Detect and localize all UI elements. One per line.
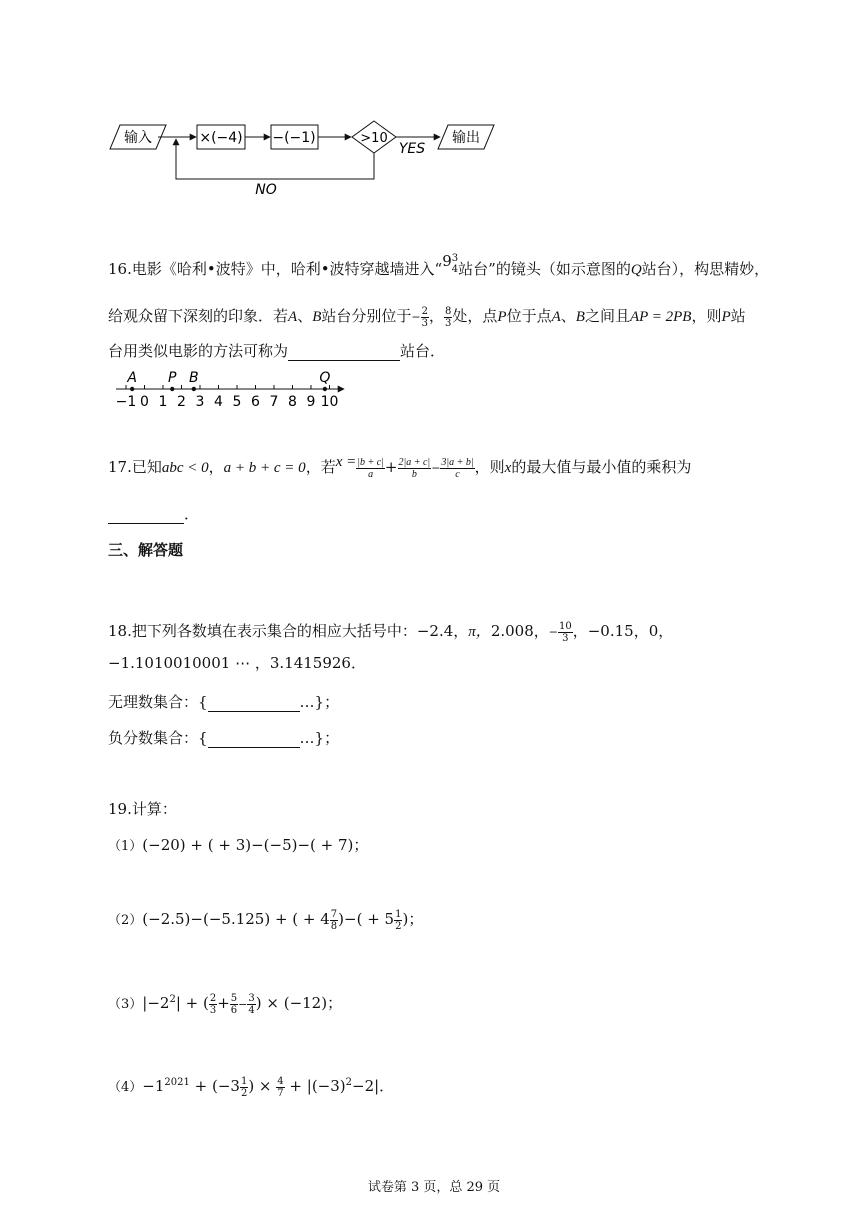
q17-line2: ． <box>108 503 199 524</box>
number-line <box>108 366 358 411</box>
q17-answer-blank[interactable] <box>108 507 184 524</box>
q16-answer-blank[interactable] <box>288 344 400 361</box>
number-line-tick-label: 4 <box>214 394 223 410</box>
number-line-tick-label: 2 <box>177 394 186 410</box>
q17-line1: 17.已知abc < 0，a + b + c = 0，若x = $\frac{|b + c|}{a}$ + $\frac{2|a + c|}{b}$ − $\frac{3|a + b|}{c}$ ，则x的最大值与最小值的乘积为 <box>108 454 692 480</box>
q16-line2: 给观众留下深刻的印象．若A、B站台分别位于− $\frac{2}{3}$ ， $\frac{8}{3}$ 处，点P位于点A、B之间且AP = 2PB，则P站 <box>108 305 746 329</box>
q18-line2: −1.1010010001 ⋯ ，3.1415926． <box>108 654 366 672</box>
number-line-tick-label: 0 <box>140 394 149 410</box>
flow-yes: YES <box>398 141 426 157</box>
number-line-tick-label: 6 <box>251 394 260 410</box>
number-line-tick-label: 7 <box>269 394 279 410</box>
flow-op1: ×(−4) <box>199 130 243 146</box>
flow-no: NO <box>255 182 277 198</box>
negative-fraction-blank[interactable] <box>208 733 300 748</box>
page-footer: 试卷第 3 页，总 29 页 <box>367 1180 501 1195</box>
flow-input: 输入 <box>124 130 152 146</box>
q18-irrational-set: 无理数集合：{ …}； <box>108 693 340 711</box>
number-line-tick-label: 10 <box>320 394 339 410</box>
number-line-point-A <box>130 387 134 391</box>
number-line-point-label: B <box>189 370 199 386</box>
number-line-point-Q <box>323 387 327 391</box>
number-line-point-label: A <box>127 370 137 386</box>
flow-op2: −(−1) <box>272 130 316 146</box>
flow-output: 输出 <box>452 130 480 146</box>
q19-title: 19.计算： <box>108 800 177 818</box>
q19-part4: $(4)-1^{2021} + (-3$ $\frac{1}{2}$ ) × $\frac{4}{7}$ + $|(-3)^2-2|$． <box>108 1075 395 1099</box>
number-line-tick-label: 3 <box>195 394 205 410</box>
number-line-point-B <box>192 387 196 391</box>
q16-line1: 16.电影《哈利•波特》中，哈利•波特穿越墙进入“9 3 4 站台”的镜头（如示意图的Q站台），构思精妙， <box>108 252 770 278</box>
number-line-tick-label: 8 <box>288 394 297 410</box>
q18-negfrac-set: 负分数集合：{ …}； <box>108 729 340 747</box>
q19-part1: （1）(−20) + ( + 3)−(−5)−( + 7)； <box>108 836 369 854</box>
q19-part2: （2）(−2.5)−(−5.125) + ( + 4 $\frac{7}{8}$ )−( + 5 $\frac{1}{2}$ )； <box>108 908 424 932</box>
q18-line1: 18.把下列各数填在表示集合的相应大括号中：−2.4，π，2.008，− $\frac{10}{3}$ ，−0.15，0， <box>108 620 674 644</box>
section-heading: 三、解答题 <box>108 541 184 559</box>
number-line-point-label: P <box>168 370 177 386</box>
number-line-tick-label: 1 <box>158 394 168 410</box>
number-line-tick-label: 5 <box>232 394 242 410</box>
number-line-tick-label: 9 <box>306 394 316 410</box>
number-line-point-label: Q <box>319 370 331 386</box>
flow-condition: >10 <box>360 131 388 146</box>
irrational-blank[interactable] <box>208 697 300 712</box>
number-line-point-P <box>170 387 174 391</box>
q16-line3: 台用类似电影的方法可称为 站台． <box>108 342 446 360</box>
flowchart <box>100 115 520 200</box>
number-line-tick-label: −1 <box>115 394 137 410</box>
q19-part3: $(3)|-2^2|$ + ( $\frac{2}{3}$ + $\frac{5}{6}$ − $\frac{3}{4}$ ) × (−12)； <box>108 992 343 1016</box>
